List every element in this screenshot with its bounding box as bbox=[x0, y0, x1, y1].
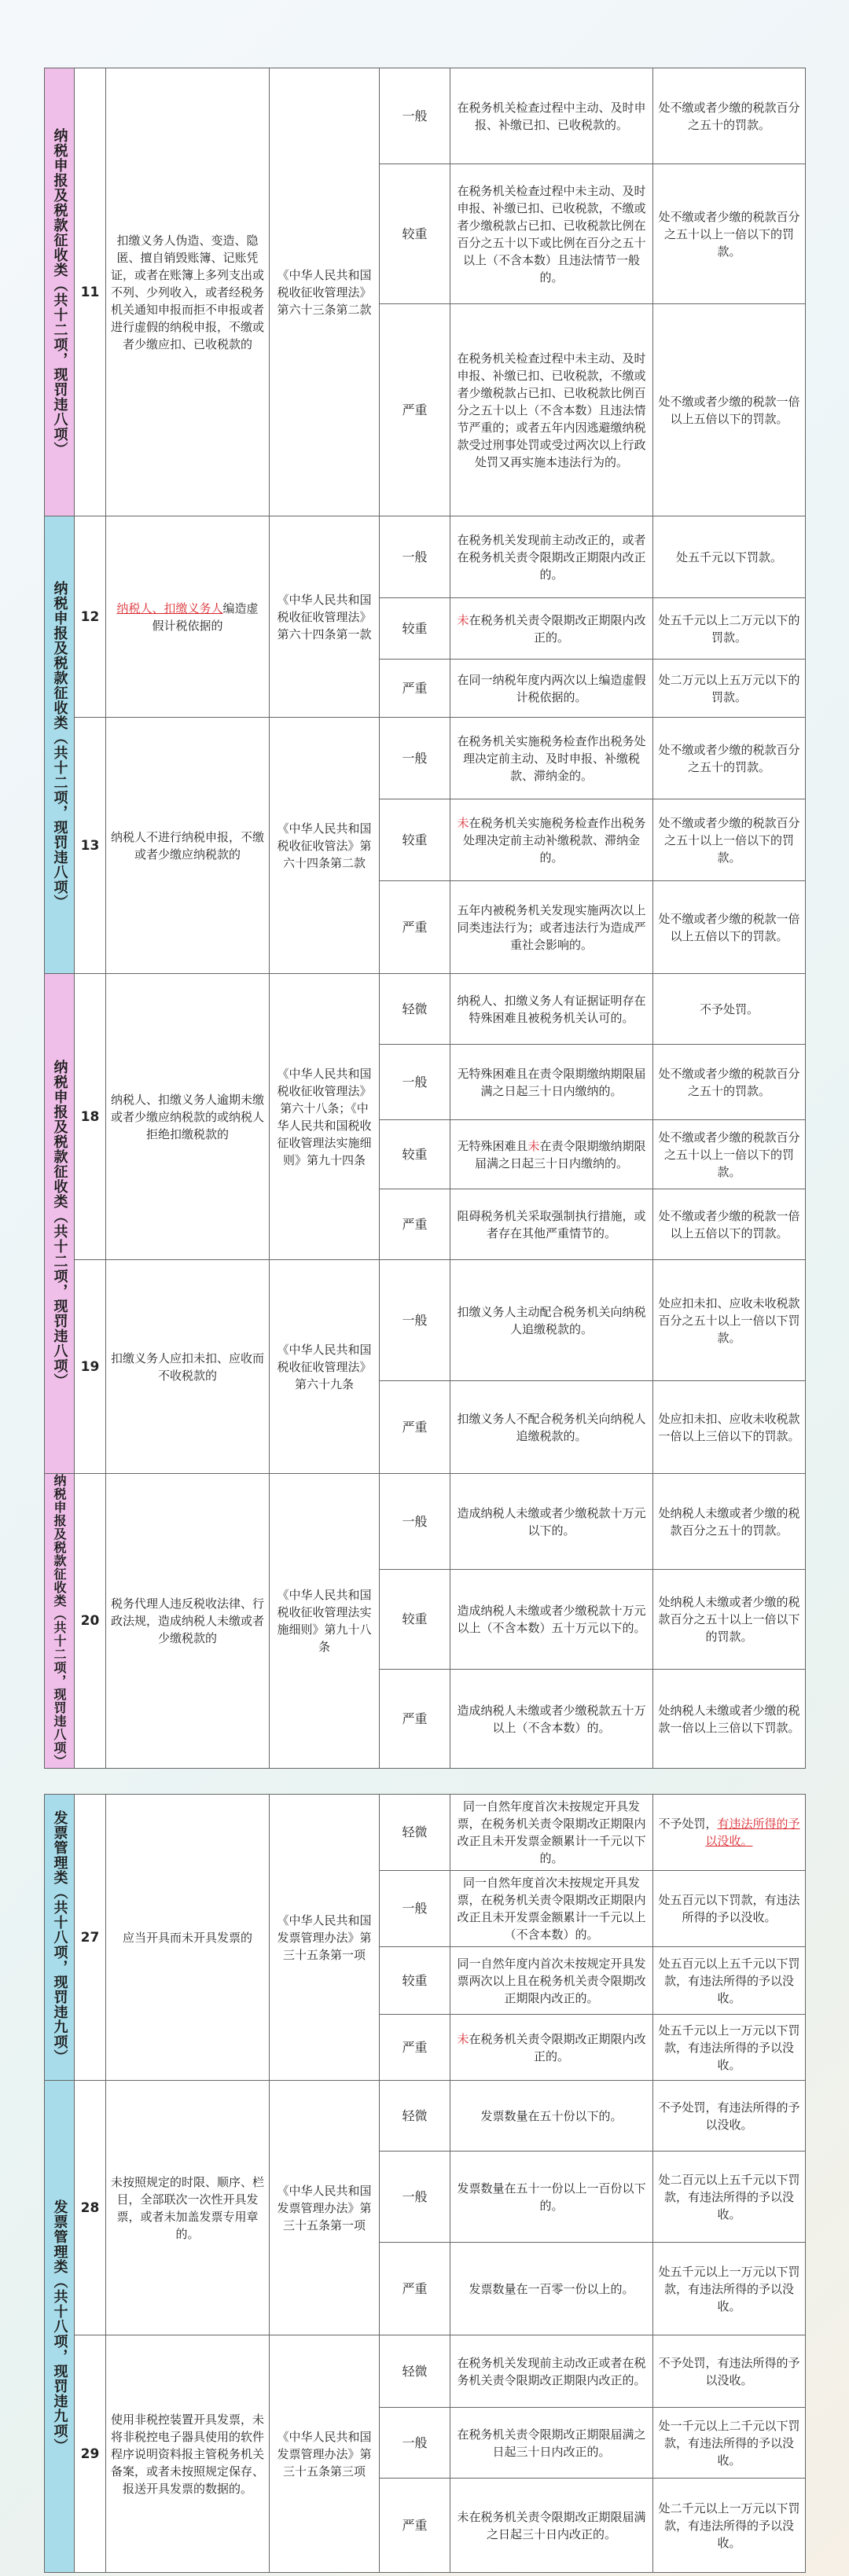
penalty-standard: 处纳税人未缴或者少缴的税款百分之五十的罚款。 bbox=[653, 1474, 806, 1570]
application-condition: 无特殊困难且未在责令限期缴纳期限届满之日起三十日内缴纳的。 bbox=[450, 1120, 653, 1189]
group-5 bbox=[45, 1795, 806, 2081]
application-condition: 未在税务机关实施税务检查作出税务处理决定前主动补缴税款、滞纳金的。 bbox=[450, 799, 653, 881]
severity-level: 较重 bbox=[380, 164, 450, 304]
application-condition: 扣缴义务人不配合税务机关向纳税人追缴税款的。 bbox=[450, 1381, 653, 1474]
severity-level: 严重 bbox=[380, 2243, 450, 2335]
severity-level: 严重 bbox=[380, 1670, 450, 1769]
violation-description: 未按照规定的时限、顺序、栏目，全部联次一次性开具发票，或者未加盖发票专用章的。 bbox=[106, 2081, 270, 2335]
severity-level: 严重 bbox=[380, 881, 450, 974]
category-cell bbox=[45, 68, 75, 516]
penalty-standard: 处纳税人未缴或者少缴的税款百分之五十以上一倍以下的罚款。 bbox=[653, 1570, 806, 1670]
group-2 bbox=[45, 516, 806, 974]
item-number: 12 bbox=[75, 516, 106, 718]
application-condition: 五年内被税务机关发现实施两次以上同类违法行为；或者违法行为造成严重社会影响的。 bbox=[450, 881, 653, 974]
violation-description: 纳税人不进行纳税申报，不缴或者少缴应纳税款的 bbox=[106, 718, 270, 974]
application-condition: 在税务机关检查过程中未主动、及时申报、补缴已扣、已收税款，不缴或者少缴税款占已扣、已收税款比例在百分之五十以下或比例在百分之五十以上（不含本数）且违法情节一般的。 bbox=[450, 164, 653, 304]
item-number: 28 bbox=[75, 2081, 106, 2335]
item-number: 18 bbox=[75, 974, 106, 1260]
category-label: 纳税申报及税款征收类（共十二项，现罚违八项） bbox=[52, 1474, 67, 1768]
penalty-standard: 处不缴或者少缴的税款一倍以上五倍以下的罚款。 bbox=[653, 881, 806, 974]
penalty-standard: 不予处罚，有违法所得的予以没收。 bbox=[653, 2335, 806, 2408]
legal-basis: 《中华人民共和国税收征收管理法》第六十四条第一款 bbox=[270, 516, 380, 718]
severity-level: 较重 bbox=[380, 1120, 450, 1189]
category-label: 发票管理类（共十八项，现罚违九项） bbox=[51, 1810, 68, 2064]
application-condition: 同一自然年度首次未按规定开具发票，在税务机关责令限期改正期限内改正且未开发票金额累计一千元以下的。 bbox=[450, 1795, 653, 1871]
penalty-standard: 处不缴或者少缴的税款一倍以上五倍以下的罚款。 bbox=[653, 1189, 806, 1260]
penalty-standard: 处五百元以下罚款，有违法所得的予以没收。 bbox=[653, 1871, 806, 1947]
category-cell bbox=[45, 516, 75, 974]
application-condition: 纳税人、扣缴义务人有证据证明存在特殊困难且被税务机关认可的。 bbox=[450, 974, 653, 1045]
group-6 bbox=[45, 2081, 806, 2573]
severity-level: 轻微 bbox=[380, 1795, 450, 1871]
application-condition: 同一自然年度内首次未按规定开具发票两次以上且在税务机关责令限期改正期限内改正的。 bbox=[450, 1947, 653, 2015]
severity-level: 一般 bbox=[380, 1474, 450, 1570]
penalty-standard: 处不缴或者少缴的税款百分之五十以上一倍以下的罚款。 bbox=[653, 1120, 806, 1189]
application-condition: 造成纳税人未缴或者少缴税款五十万以上（不含本数）的。 bbox=[450, 1670, 653, 1769]
severity-level: 轻微 bbox=[380, 2335, 450, 2408]
application-condition: 在同一纳税年度内两次以上编造虚假计税依据的。 bbox=[450, 660, 653, 718]
penalty-standard: 处五千元以上一万元以下罚款，有违法所得的予以没收。 bbox=[653, 2015, 806, 2081]
item-number: 29 bbox=[75, 2335, 106, 2573]
group-1 bbox=[45, 68, 806, 516]
penalty-standard: 处应扣未扣、应收未收税款一倍以上三倍以下的罚款。 bbox=[653, 1381, 806, 1474]
application-condition: 在税务机关实施税务检查作出税务处理决定前主动、及时申报、补缴税款、滞纳金的。 bbox=[450, 718, 653, 799]
legal-basis: 《中华人民共和国发票管理办法》第三十五条第三项 bbox=[270, 2335, 380, 2573]
item-number: 11 bbox=[75, 68, 106, 516]
penalty-table-sheet bbox=[44, 68, 805, 2573]
application-condition: 在税务机关检查过程中未主动、及时申报、补缴已扣、已收税款，不缴或者少缴税款占已扣、已收税款比例百分之五十以上（不含本数）且违法情节严重的；或者五年内因逃避缴纳税款受过刑事处罚或受过两次以上行政处罚又再实施本违法行为的。 bbox=[450, 304, 653, 516]
application-condition: 阻碍税务机关采取强制执行措施，或者存在其他严重情节的。 bbox=[450, 1189, 653, 1260]
highlighted-text: 纳税人、扣缴义务人 bbox=[116, 601, 223, 616]
penalty-standard: 处二百元以上五千元以下罚款，有违法所得的予以没收。 bbox=[653, 2152, 806, 2243]
penalty-standard: 处一千元以上二千元以下罚款，有违法所得的予以没收。 bbox=[653, 2408, 806, 2479]
violation-description: 纳税人、扣缴义务人编造虚假计税依据的 bbox=[106, 516, 270, 718]
penalty-standard: 不予处罚。 bbox=[653, 974, 806, 1045]
penalty-standard: 处二千元以上一万元以下罚款，有违法所得的予以没收。 bbox=[653, 2479, 806, 2573]
penalty-standard: 处应扣未扣、应收未收税款百分之五十以上一倍以下罚款。 bbox=[653, 1260, 806, 1381]
application-condition: 在税务机关责令限期改正期限届满之日起三十日内改正的。 bbox=[450, 2408, 653, 2479]
legal-basis: 《中华人民共和国税收征收管理法》第六十三条第二款 bbox=[270, 68, 380, 516]
group-3 bbox=[45, 974, 806, 1474]
category-label: 纳税申报及税款征收类（共十二项，现罚违八项） bbox=[51, 127, 68, 457]
application-condition: 未在税务机关责令限期改正期限内改正的。 bbox=[450, 598, 653, 660]
application-condition: 发票数量在五十份以下的。 bbox=[450, 2081, 653, 2152]
penalty-standard: 处不缴或者少缴的税款一倍以上五倍以下的罚款。 bbox=[653, 304, 806, 516]
legal-basis: 《中华人民共和国发票管理办法》第三十五条第一项 bbox=[270, 1795, 380, 2081]
penalty-standard: 不予处罚，有违法所得的予以没收。 bbox=[653, 2081, 806, 2152]
application-condition: 造成纳税人未缴或者少缴税款十万元以上（不含本数）五十万元以下的。 bbox=[450, 1570, 653, 1670]
legal-basis: 《中华人民共和国税收征收管法》第六十四条第二款 bbox=[270, 718, 380, 974]
group-4 bbox=[45, 1474, 806, 1769]
application-condition: 在税务机关检查过程中主动、及时申报、补缴已扣、已收税款的。 bbox=[450, 68, 653, 164]
application-condition: 发票数量在五十一份以上一百份以下的。 bbox=[450, 2152, 653, 2243]
legal-basis: 《中华人民共和国税收征收管理法实施细则》第九十八条 bbox=[270, 1474, 380, 1769]
penalty-standard-table bbox=[44, 68, 806, 1769]
item-number: 20 bbox=[75, 1474, 106, 1769]
violation-description: 扣缴义务人伪造、变造、隐匿、擅自销毁账簿、记账凭证，或者在账簿上多列支出或不列、少列收入，或者经税务机关通知申报而拒不申报或者进行虚假的纳税申报，不缴或者少缴应扣、已收税款的 bbox=[106, 68, 270, 516]
severity-level: 轻微 bbox=[380, 974, 450, 1045]
application-condition: 无特殊困难且在责令限期缴纳期限届满之日起三十日内缴纳的。 bbox=[450, 1045, 653, 1120]
violation-description: 扣缴义务人应扣未扣、应收而不收税款的 bbox=[106, 1260, 270, 1474]
application-condition: 造成纳税人未缴或者少缴税款十万元以下的。 bbox=[450, 1474, 653, 1570]
legal-basis: 《中华人民共和国发票管理办法》第三十五条第一项 bbox=[270, 2081, 380, 2335]
penalty-standard: 处不缴或者少缴的税款百分之五十以上一倍以下的罚款。 bbox=[653, 799, 806, 881]
penalty-standard: 处五百元以上五千元以下罚款，有违法所得的予以没收。 bbox=[653, 1947, 806, 2015]
severity-level: 严重 bbox=[380, 1381, 450, 1474]
severity-level: 严重 bbox=[380, 1189, 450, 1260]
category-cell bbox=[45, 1795, 75, 2081]
severity-level: 严重 bbox=[380, 2479, 450, 2573]
penalty-standard: 处纳税人未缴或者少缴的税款一倍以上三倍以下罚款。 bbox=[653, 1670, 806, 1769]
severity-level: 一般 bbox=[380, 1045, 450, 1120]
severity-level: 较重 bbox=[380, 799, 450, 881]
penalty-standard: 处二万元以上五万元以下的罚款。 bbox=[653, 660, 806, 718]
category-label: 纳税申报及税款征收类（共十二项，现罚违八项） bbox=[51, 1059, 68, 1388]
application-condition: 发票数量在一百零一份以上的。 bbox=[450, 2243, 653, 2335]
category-label: 纳税申报及税款征收类（共十二项，现罚违八项） bbox=[51, 580, 68, 910]
severity-level: 轻微 bbox=[380, 2081, 450, 2152]
application-condition: 在税务机关发现前主动改正的，或者在税务机关责令限期改正期限内改正的。 bbox=[450, 516, 653, 598]
severity-level: 较重 bbox=[380, 598, 450, 660]
item-number: 19 bbox=[75, 1260, 106, 1474]
severity-level: 较重 bbox=[380, 1570, 450, 1670]
severity-level: 一般 bbox=[380, 2152, 450, 2243]
violation-description: 纳税人、扣缴义务人逾期未缴或者少缴应纳税款的或纳税人拒绝扣缴税款的 bbox=[106, 974, 270, 1260]
legal-basis: 《中华人民共和国税收征收管理法》第六十八条；《中华人民共和国税收征收管理法实施细则》第九十四条 bbox=[270, 974, 380, 1260]
application-condition: 未在税务机关责令限期改正期限届满之日起三十日内改正的。 bbox=[450, 2479, 653, 2573]
penalty-standard-table-invoice bbox=[44, 1794, 806, 2573]
category-cell bbox=[45, 2081, 75, 2573]
application-condition: 未在税务机关责令限期改正期限内改正的。 bbox=[450, 2015, 653, 2081]
penalty-standard: 处五千元以上一万元以下罚款，有违法所得的予以没收。 bbox=[653, 2243, 806, 2335]
severity-level: 较重 bbox=[380, 1947, 450, 2015]
table-gap bbox=[44, 1769, 805, 1794]
highlighted-text: 有违法所得的予以没收。 bbox=[705, 1817, 800, 1848]
category-cell bbox=[45, 974, 75, 1474]
item-number: 27 bbox=[75, 1795, 106, 2081]
severity-level: 严重 bbox=[380, 304, 450, 516]
violation-description: 应当开具而未开具发票的 bbox=[106, 1795, 270, 2081]
penalty-standard: 处不缴或者少缴的税款百分之五十的罚款。 bbox=[653, 1045, 806, 1120]
severity-level: 一般 bbox=[380, 68, 450, 164]
violation-description: 使用非税控装置开具发票，未将非税控电子器具使用的软件程序说明资料报主管税务机关备案，或者未按照规定保存、报送开具发票的数据的。 bbox=[106, 2335, 270, 2573]
application-condition: 在税务机关发现前主动改正或者在税务机关责令限期改正期限内改正的。 bbox=[450, 2335, 653, 2408]
category-cell bbox=[45, 1474, 75, 1769]
penalty-standard: 不予处罚，有违法所得的予以没收。 bbox=[653, 1795, 806, 1871]
penalty-standard: 处五千元以下罚款。 bbox=[653, 516, 806, 598]
penalty-standard: 处不缴或者少缴的税款百分之五十的罚款。 bbox=[653, 68, 806, 164]
severity-level: 严重 bbox=[380, 660, 450, 718]
item-number: 13 bbox=[75, 718, 106, 974]
severity-level: 一般 bbox=[380, 718, 450, 799]
application-condition: 同一自然年度首次未按规定开具发票，在税务机关责令限期改正期限内改正且未开发票金额累计一千元以上（不含本数）的。 bbox=[450, 1871, 653, 1947]
legal-basis: 《中华人民共和国税收征收管理法》第六十九条 bbox=[270, 1260, 380, 1474]
penalty-standard: 处五千元以上二万元以下的罚款。 bbox=[653, 598, 806, 660]
severity-level: 一般 bbox=[380, 1871, 450, 1947]
severity-level: 一般 bbox=[380, 516, 450, 598]
penalty-standard: 处不缴或者少缴的税款百分之五十的罚款。 bbox=[653, 718, 806, 799]
severity-level: 严重 bbox=[380, 2015, 450, 2081]
penalty-standard: 处不缴或者少缴的税款百分之五十以上一倍以下的罚款。 bbox=[653, 164, 806, 304]
severity-level: 一般 bbox=[380, 1260, 450, 1381]
severity-level: 一般 bbox=[380, 2408, 450, 2479]
application-condition: 扣缴义务人主动配合税务机关向纳税人追缴税款的。 bbox=[450, 1260, 653, 1381]
category-label: 发票管理类（共十八项，现罚违九项） bbox=[51, 2199, 68, 2453]
violation-description: 税务代理人违反税收法律、行政法规，造成纳税人未缴或者少缴税款的 bbox=[106, 1474, 270, 1769]
